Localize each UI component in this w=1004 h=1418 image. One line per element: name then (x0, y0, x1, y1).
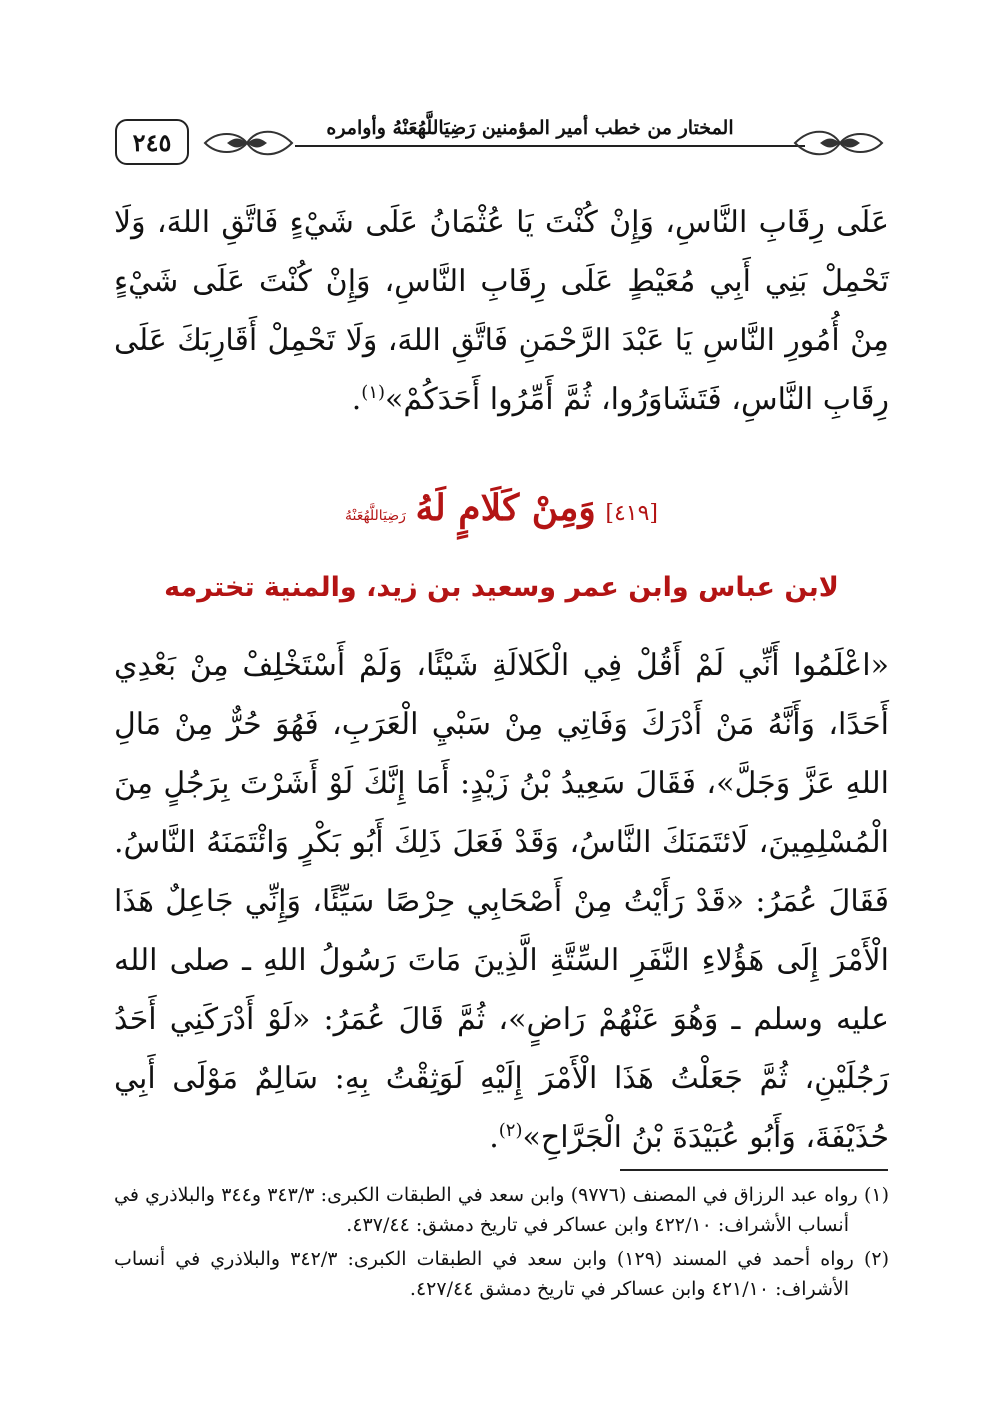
footnote-item (114, 1180, 889, 1240)
page-number: ٢٤٥ (115, 119, 189, 165)
paragraph-continuation (114, 193, 889, 429)
paragraph-end: . (489, 1120, 499, 1155)
paragraph-text: عَلَى رِقَابِ النَّاسِ، وَإِنْ كُنْتَ يَا عُثْمَانُ عَلَى شَيْءٍ فَاتَّقِ اللهَ، وَلَا تَحْمِلْ بَنِي أَبِي مُعَيْطٍ عَلَى رِقَابِ النَّاسِ، وَإِنْ كُنْتَ عَلَى شَيْءٍ مِنْ أُمُورِ النَّاسِ يَا عَبْدَ الرَّحْمَنِ فَاتَّقِ اللهَ، وَلَا تَحْمِلْ أَقَارِبَكَ عَلَى رِقَابِ النَّاسِ، فَتَشَاوَرُوا، ثُمَّ أَمِّرُوا أَحَدَكُمْ» (114, 205, 889, 417)
paragraph-text: «اعْلَمُوا أَنِّي لَمْ أَقُلْ فِي الْكَلالَةِ شَيْئًا، وَلَمْ أَسْتَخْلِفْ مِنْ بَعْدِي أَحَدًا، وَأَنَّهُ مَنْ أَدْرَكَ وَفَاتِي مِنْ سَبْيِ الْعَرَبِ، فَهُوَ حُرٌّ مِنْ مَالِ اللهِ عَزَّ وَجَلَّ»، فَقَالَ سَعِيدُ بْنُ زَيْدٍ: أَمَا إِنَّكَ لَوْ أَشَرْتَ بِرَجُلٍ مِنَ الْمُسْلِمِينَ، لَائتَمَنَكَ النَّاسُ، وَقَدْ فَعَلَ ذَلِكَ أَبُو بَكْرٍ وَائْتَمَنَهُ النَّاسُ. فَقَالَ عُمَرُ: «قَدْ رَأَيْتُ مِنْ أَصْحَابِي حِرْصًا سَيِّئًا، وَإِنِّي جَاعِلٌ هَذَا الْأَمْرَ إِلَى هَؤُلاءِ النَّفَرِ السِّتَّةِ الَّذِينَ مَاتَ رَسُولُ اللهِ ـ صلى الله عليه وسلم ـ وَهُوَ عَنْهُمْ رَاضٍ»، ثُمَّ قَالَ عُمَرُ: «لَوْ أَدْرَكَنِي أَحَدُ رَجُلَيْنِ، ثُمَّ جَعَلْتُ هَذَا الْأَمْرَ إِلَيْهِ لَوَثِقْتُ بِهِ: سَالِمٌ مَوْلَى أَبِي حُذَيْفَةَ، وَأَبُو عُبَيْدَةَ بْنُ الْجَرَّاحِ» (114, 648, 889, 1155)
footnote-item (114, 1244, 889, 1304)
section-heading (114, 487, 889, 529)
page-header (115, 113, 890, 179)
footnote-marker: (٢) (863, 1248, 890, 1270)
paragraph-end: . (351, 382, 362, 417)
footnote-text: رواه عبد الرزاق في المصنف (٩٧٧٦) وابن سعد في الطبقات الكبرى: ٣٤٣/٣ و٣٤٤ والبلاذري في أنساب الأشراف: ٤٢٢/١٠ وابن عساكر في تاريخ دمشق: ٤٣٧/٤٤. (114, 1184, 858, 1236)
section-number: [٤١٩] (605, 501, 659, 526)
footnote-reference[interactable]: (١) (361, 382, 386, 403)
footnotes (114, 1180, 889, 1308)
footnote-text: رواه أحمد في المسند (١٢٩) وابن سعد في الطبقات الكبرى: ٣٤٢/٣ والبلاذري في أنساب الأشراف: ٤٢١/١٠ وابن عساكر في تاريخ دمشق ٤٢٧/٤٤. (114, 1248, 854, 1300)
section-subtitle: لابن عباس وابن عمر وسعيد بن زيد، والمنية تخترمه (164, 572, 839, 603)
running-title: المختار من خطب أمير المؤمنين رَضِيَاللَّهُعَنْهُ وأوامره (326, 117, 734, 139)
footnote-reference[interactable]: (٢) (498, 1120, 523, 1141)
section-honorific: رَضِيَاللَّهُعَنْهُ (344, 508, 406, 524)
header-ornament-right-icon (790, 123, 890, 163)
paragraph-main (114, 636, 889, 1167)
footnote-marker: (١) (863, 1184, 890, 1206)
section-title: وَمِنْ كَلَامٍ لَهُ (415, 487, 596, 529)
footnote-separator (620, 1169, 888, 1171)
header-rule (295, 145, 805, 147)
